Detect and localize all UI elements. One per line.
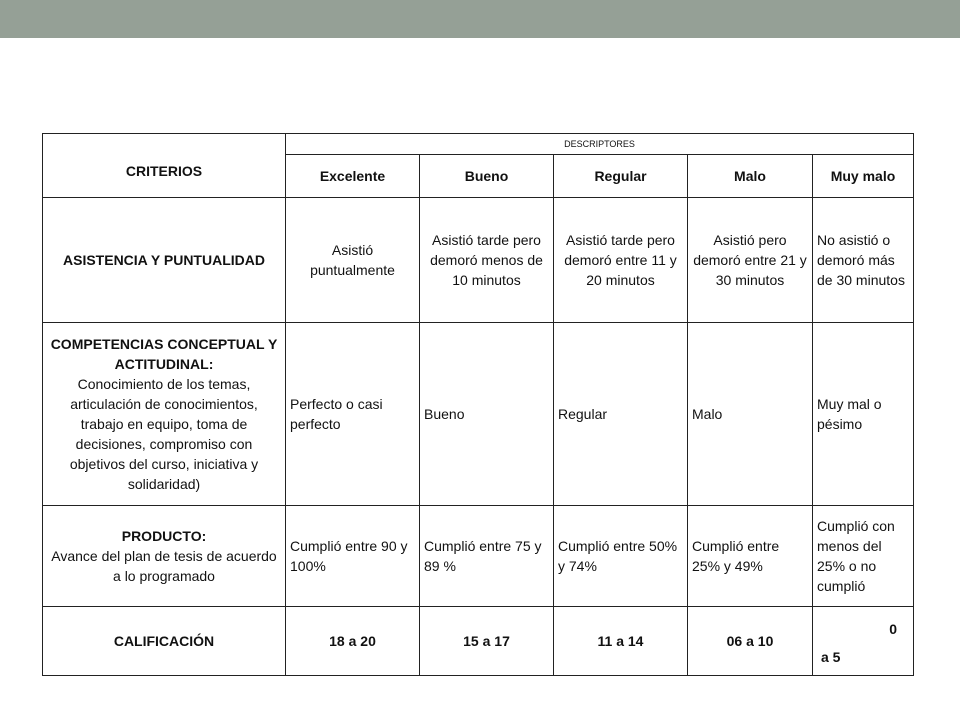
cell: Regular xyxy=(554,323,688,506)
cell-last-calificacion xyxy=(813,607,914,676)
criterion-asistencia xyxy=(43,198,286,323)
header-row-top xyxy=(43,134,914,155)
top-bar xyxy=(0,0,960,38)
cell: Cumplió entre 90 y 100% xyxy=(286,506,420,607)
level-bueno: Bueno xyxy=(420,155,554,198)
criterion-title: COMPETENCIAS CONCEPTUAL Y ACTITUDINAL: xyxy=(50,336,278,372)
descriptores-header: DESCRIPTORES xyxy=(286,134,914,155)
criterion-title: ASISTENCIA Y PUNTUALIDAD xyxy=(63,252,265,268)
cell: Asistió tarde pero demoró menos de 10 minutos xyxy=(420,198,554,323)
row-competencias xyxy=(43,323,914,506)
rubric-table xyxy=(42,133,914,676)
cell: Cumplió con menos del 25% o no cumplió xyxy=(813,506,914,607)
criterion-producto xyxy=(43,506,286,607)
row-calificacion xyxy=(43,607,914,676)
cell: Asistió tarde pero demoró entre 11 y 20 minutos xyxy=(554,198,688,323)
cell: 18 a 20 xyxy=(286,607,420,676)
level-excelente: Excelente xyxy=(286,155,420,198)
criterion-title: PRODUCTO: xyxy=(121,528,207,544)
criterios-header: CRITERIOS xyxy=(43,134,286,198)
cell: 06 a 10 xyxy=(688,607,813,676)
cell: Malo xyxy=(688,323,813,506)
cell: Cumplió entre 75 y 89 % xyxy=(420,506,554,607)
row-producto xyxy=(43,506,914,607)
calificacion-last-part1: 0 xyxy=(889,621,898,637)
criterion-detail: Conocimiento de los temas, articulación de conocimientos, trabajo en equipo, toma de decisiones, compromiso con objetivos del curso, iniciativa y solidaridad) xyxy=(69,376,259,492)
cell: No asistió o demoró más de 30 minutos xyxy=(813,198,914,323)
cell: Bueno xyxy=(420,323,554,506)
cell: 15 a 17 xyxy=(420,607,554,676)
cell: Asistió pero demoró entre 21 y 30 minutos xyxy=(688,198,813,323)
criterion-competencias xyxy=(43,323,286,506)
calificacion-last-part2: a 5 xyxy=(821,649,841,665)
cell: Asistió puntualmente xyxy=(286,198,420,323)
cell: Cumplió entre 50% y 74% xyxy=(554,506,688,607)
criterion-detail: Avance del plan de tesis de acuerdo a lo programado xyxy=(51,548,277,584)
cell: Perfecto o casi perfecto xyxy=(286,323,420,506)
calificacion-label: CALIFICACIÓN xyxy=(43,607,286,676)
cell: 11 a 14 xyxy=(554,607,688,676)
level-malo: Malo xyxy=(688,155,813,198)
cell: Cumplió entre 25% y 49% xyxy=(688,506,813,607)
row-asistencia xyxy=(43,198,914,323)
cell: Muy mal o pésimo xyxy=(813,323,914,506)
level-muy-malo: Muy malo xyxy=(813,155,914,198)
level-regular: Regular xyxy=(554,155,688,198)
